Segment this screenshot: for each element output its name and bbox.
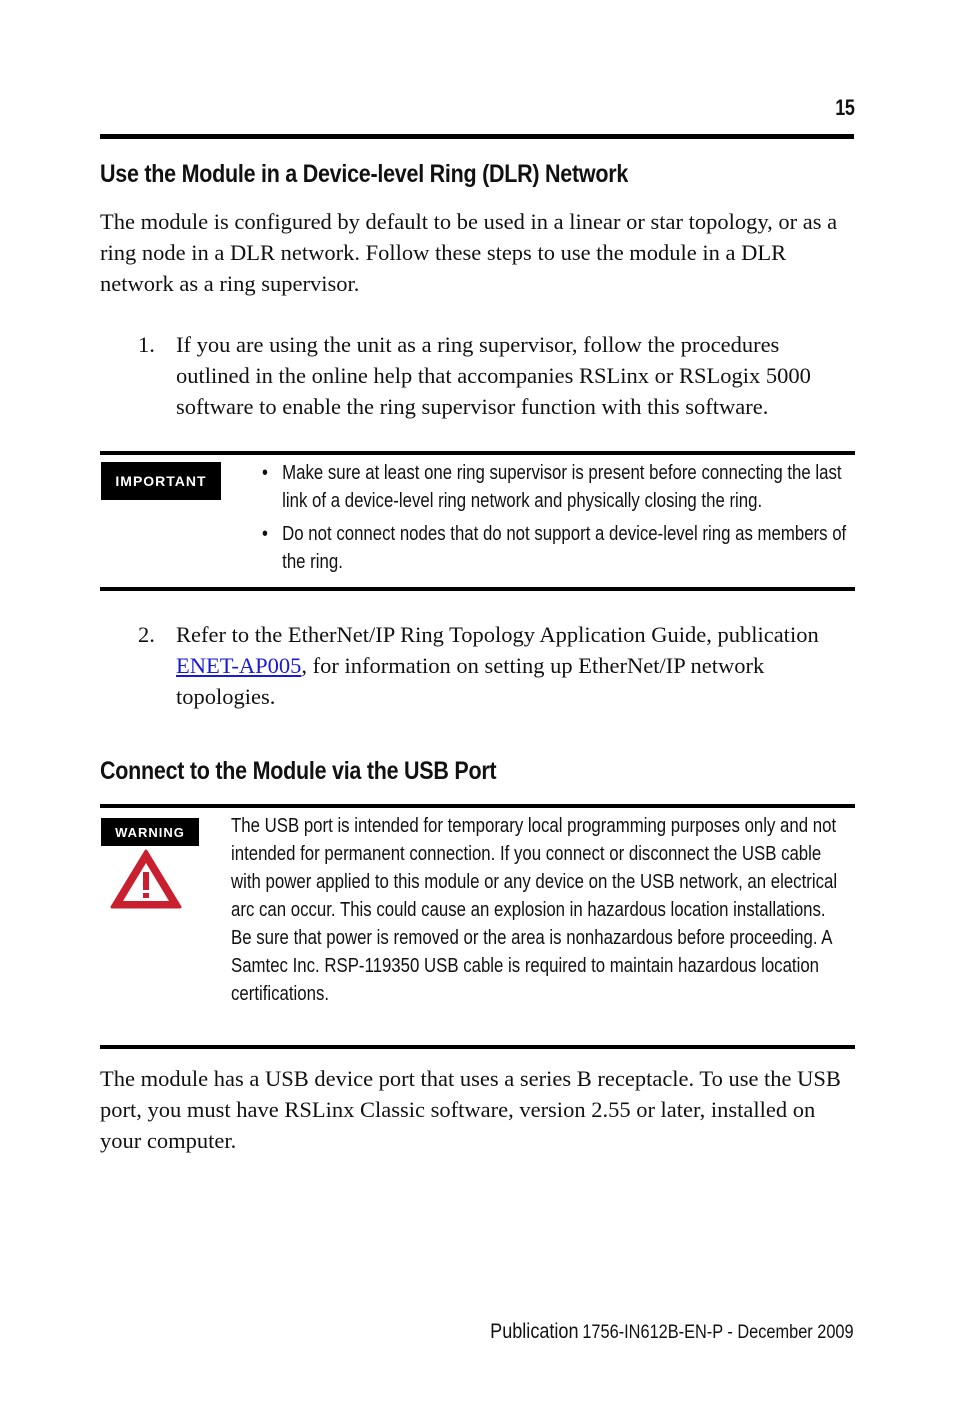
step-number: 1.: [138, 332, 155, 357]
list-item: [262, 520, 854, 576]
bullet-mark: •: [262, 462, 268, 484]
warning-text: [231, 812, 854, 1008]
bullet-mark: •: [262, 523, 268, 545]
warning-bottom-rule: [100, 1045, 855, 1049]
step-text: If you are using the unit as a ring supervisor, follow the procedures outlined in the online help that accompanies RSLinx or RSLogix 5000 software to enable the ring supervisor function with this software.: [176, 332, 811, 419]
page-number: 15: [834, 95, 854, 120]
publication-code: 1756-IN612B-EN-P - December 2009: [582, 1322, 854, 1343]
warning-top-rule: [100, 804, 855, 808]
header-rule: [100, 134, 854, 139]
step-2: [138, 619, 858, 712]
warning-paragraph: Be sure that power is removed or the area is nonhazardous before proceeding. A Samtec Inc. RSP-119350 USB cable is required to maintain hazardous location certifications.: [231, 927, 832, 1005]
enet-ap005-link[interactable]: ENET-AP005: [176, 653, 302, 678]
warning-paragraph: The USB port is intended for temporary local programming purposes only and not intended for permanent connection. If you connect or disconnect the USB cable with power applied to this module or any device on the USB network, an electrical arc can occur. This could cause an explosion in hazardous location installations.: [231, 815, 838, 921]
section-heading-usb: Connect to the Module via the USB Port: [100, 757, 497, 785]
step-text-part: Refer to the EtherNet/IP Ring Topology Application Guide, publication: [176, 622, 819, 647]
footer-publication: [491, 1320, 854, 1344]
bullet-text: Do not connect nodes that do not support a device-level ring as members of the ring.: [282, 523, 847, 573]
step-number: 2.: [138, 622, 155, 647]
important-bullets: [262, 459, 854, 581]
important-top-rule: [100, 451, 855, 455]
dlr-intro-paragraph: The module is configured by default to be used in a linear or star topology, or as a ring node in a DLR network. Follow these steps to use the module in a DLR network as a ring supervisor.: [100, 209, 838, 296]
publication-label: Publication: [490, 1320, 579, 1343]
step-1: [138, 329, 858, 422]
step-text: [176, 619, 858, 712]
section-heading-dlr: Use the Module in a Device-level Ring (DLR) Network: [100, 160, 629, 188]
important-bottom-rule: [100, 587, 855, 591]
warning-label: WARNING: [101, 818, 199, 846]
usb-body-paragraph: The module has a USB device port that uses a series B receptacle. To use the USB port, you must have RSLinx Classic software, version 2.55 or later, installed on your computer.: [100, 1066, 841, 1153]
bullet-text: Make sure at least one ring supervisor is present before connecting the last link of a device-level ring network and physically closing the ring.: [282, 462, 842, 512]
list-item: [262, 459, 854, 515]
step-text-part: , for information on setting up EtherNet/IP network topologies.: [176, 653, 765, 709]
important-label: IMPORTANT: [101, 462, 221, 500]
warning-triangle-icon: [110, 848, 182, 910]
